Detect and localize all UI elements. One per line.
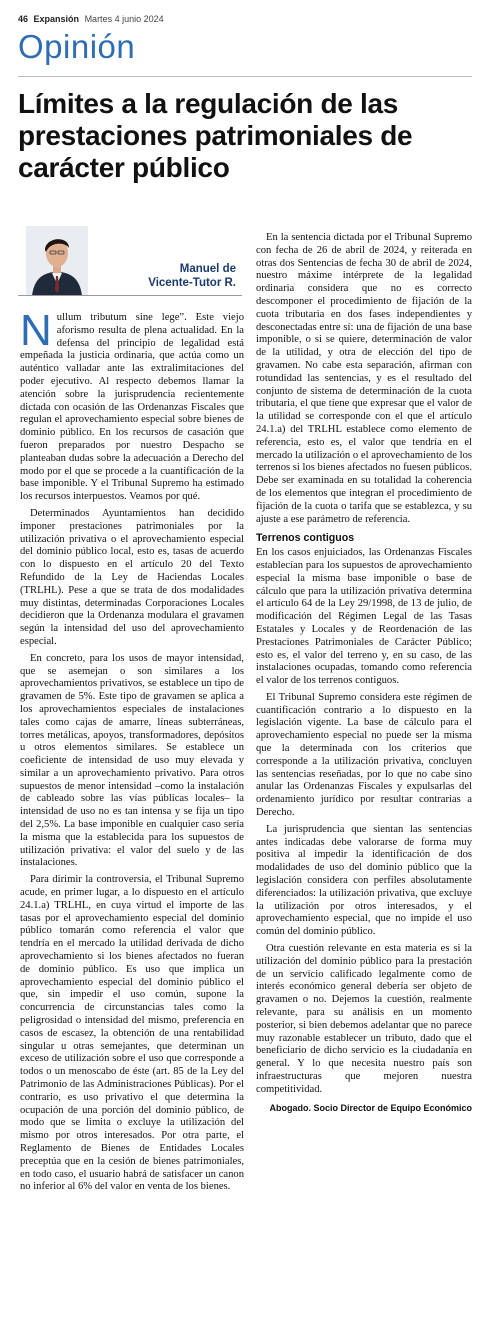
paragraph-2: Determinados Ayuntamientos han decidido imponer prestaciones patrimoniales por la utilización privativa o el aprovechamiento especial del dominio público local, esto es, tasas de acuerdo con lo dispuesto en el artículo 20 del Texto Refundido de la Ley de Haciendas Locales (TRLHL). Pese a que se trata de dos modalidades muy distintas, determinadas Corporaciones Locales decidieron que la Ordenanza modulara el gravamen según la intensidad del uso del aprovechamiento especial. bbox=[20, 507, 244, 647]
article-column-1 bbox=[20, 306, 244, 1198]
author-divider bbox=[18, 295, 242, 296]
author-name-line2: Vicente-Tutor R. bbox=[148, 277, 236, 289]
author-name-line1: Manuel de bbox=[179, 263, 236, 275]
article-column-2 bbox=[256, 232, 472, 1114]
paragraph-4: Para dirimir la controversia, el Tribunal Supremo acude, en primer lugar, a lo dispuesto en el artículo 24.1.a) TRLHL, en cuya virtud el importe de las tasas por el aprovechamiento especial del dominio público tomarán como referencia el valor que tendría en el mercado la utilidad derivada de dicho aprovechamiento si los bienes afectados no fueran de dominio público. Es uso que implica un aprovechamiento especial del dominio público el que, sin impedir el uso común, supone la concurrencia de circunstancias tales como la peligrosidad o intensidad del mismo, preferencia en casos de escasez, la obtención de una rentabilidad singular u otras semejantes, que determinan un exceso de utilización sobre el uso que corresponde a todos o un menoscabo de éste (art. 85 de la Ley del Patrimonio de las Administraciones Públicas). Por el contrario, es uso privativo el que determina la ocupación de una porción del dominio público, de modo que se limita o excluye la utilización del mismo por otros interesados. Por otra parte, el Reglamento de Bienes de Entidades Locales preceptúa que en la cesión de bienes patrimoniales, en todo caso, el usuario habrá de satisfacer un canon no inferior al 6% del valor en venta de los bienes. bbox=[20, 874, 244, 1193]
publication-date: Martes 4 junio 2024 bbox=[84, 14, 164, 24]
author-photo bbox=[26, 226, 88, 296]
subheading: Terrenos contiguos bbox=[256, 532, 355, 545]
paragraph-5: En la sentencia dictada por el Tribunal Supremo con fecha de 26 de abril de 2024, y reiterada en otras dos Sentencias de fecha 30 de abril de 2024, nuestro máxime intérprete de la legalidad ordinaria considera que no es correcto descomponer el procedimiento de fijación de la cuota tributaria en dos fases independientes y desconectadas entre sí: una de fijación de una base imponible, o si se quiere, determinación de valor de la utilidad, y otra de elección del tipo de gravamen. No cabe esta separación, afirman con rotundidad las sentencias, y es el resultado del conjunto de sistema de determinación de la cuota tributaria, el que tiene que expresar que el valor de la utilidad se corresponde con el que el artículo 24.1.a) del TRLHL establece como elemento de referencia, esto es, el valor que tendría en el mercado la utilización o el aprovechamiento de los terrenos si los bienes afectados no fuesen públicos. Debe ser examinada en su totalidad la coherencia de los elementos que integran el procedimiento de fijación de la cuota o tarifa que se establezca, y su ajuste a ese parámetro de referencia. bbox=[256, 232, 472, 525]
article-headline: Límites a la regulación de las prestaciones patrimoniales de carácter público bbox=[18, 88, 413, 183]
paragraph-1-text: ullum tributum sine lege”. Este viejo aforismo resulta de plena actualidad. En la defensa del principio de legalidad está empeñada la justicia ordinaria, que actúa como un auténtico valladar ante las extralimitaciones del poder ejecutivo. Al respecto debemos llamar la atención sobre la jurisprudencia recientemente dictada con ocasión de las Ordenanzas Fiscales que regulan el aprovechamiento especial sobre bienes de dominio público. En los recursos de casación que fueron preparados por nuestro Despacho se planteaban dudas sobre la adecuación a Derecho del modo por el que se procede a la cuantificación de la base imponible. Y el Tribunal Supremo ha estimado los recursos interpuestos. Veamos por qué. bbox=[20, 312, 244, 503]
author-signature: Abogado. Socio Director de Equipo Económico bbox=[269, 1102, 472, 1113]
publication-name: Expansión bbox=[33, 14, 80, 24]
author-name bbox=[148, 262, 236, 290]
paragraph-8: La jurisprudencia que sientan las sentencias antes indicadas debe valorarse de forma muy positiva al impedir la identificación de dos modalidades de uso del dominio público que la legislación considera con perfiles absolutamente diferenciados: la utilización privativa, que excluye la utilización por otros interesados, y el aprovechamiento especial, que no impide el uso común del dominio público. bbox=[256, 823, 472, 938]
page-header bbox=[18, 14, 164, 24]
page-number: 46 bbox=[18, 14, 29, 24]
paragraph-7: El Tribunal Supremo considera este régimen de cuantificación contrario a lo dispuesto en la legislación vigente. La base de cálculo para el aprovechamiento especial no puede ser la misma que la determinada con los criterios que corresponde a la utilización privativa, concluyen las sentencias reseñadas, por lo que no cabe sino anular las Ordenanzas Fiscales y expulsarlas del ordenamiento jurídico por resultar contrarias a Derecho. bbox=[256, 691, 472, 819]
drop-cap: N bbox=[20, 306, 52, 355]
paragraph-1 bbox=[20, 306, 244, 504]
paragraph-6: En los casos enjuiciados, las Ordenanzas Fiscales establecían para los supuestos de aprovechamiento especial la misma base imponible o base de cálculo que para la utilización privativa determina el artículo 64 de la Ley 29/1998, de 13 de julio, de modificación del Régimen Legal de las Tasas Estatales y Locales y de Reordenación de las Prestaciones Patrimoniales de Carácter Público; esto es, el valor del terreno y, en su caso, de las instalaciones ocupadas, tomando como referencia el valor de los terrenos contiguos. bbox=[256, 547, 472, 687]
section-divider bbox=[18, 76, 472, 77]
section-title: Opinión bbox=[18, 28, 136, 65]
paragraph-3: En concreto, para los usos de mayor intensidad, que se asemejan o son similares a los aprovechamientos privativos, se establece un tipo de gravamen de 5%. Este tipo de gravamen se aplica a los aprovechamientos especiales de instalaciones tales como cajas de amarre, líneas subterráneas, torres metálicas, apoyos, transformadores, depósitos u otros elementos similares. Se establece un coeficiente de intensidad de uso muy elevada y similar a un aprovechamiento privativo. Para otros supuestos de menor intensidad –como la instalación de cableado sobre las vías públicas locales– la intensidad de uso no es tan intensa y se fija un tipo del 2,5%. La base imponible en cualquier caso sería la misma que la establecida para los supuestos de utilización privativa: el valor del suelo y de las instalaciones. bbox=[20, 652, 244, 869]
paragraph-9: Otra cuestión relevante en esta materia es si la utilización del dominio público para la prestación de un servicio calificado legalmente como de interés económico general debería ser objeto de gravamen o no. Dejemos la cuestión, realmente relevante, para su análisis en un momento posterior, si bien debemos adelantar que no parece muy razonable establecer un tributo, dado que el beneficiario de dicho servicio es la ciudadanía en general. Y lo que necesita nuestro país son infraestructuras que mejoren nuestra competitividad. bbox=[256, 943, 472, 1095]
author-box bbox=[18, 226, 242, 296]
